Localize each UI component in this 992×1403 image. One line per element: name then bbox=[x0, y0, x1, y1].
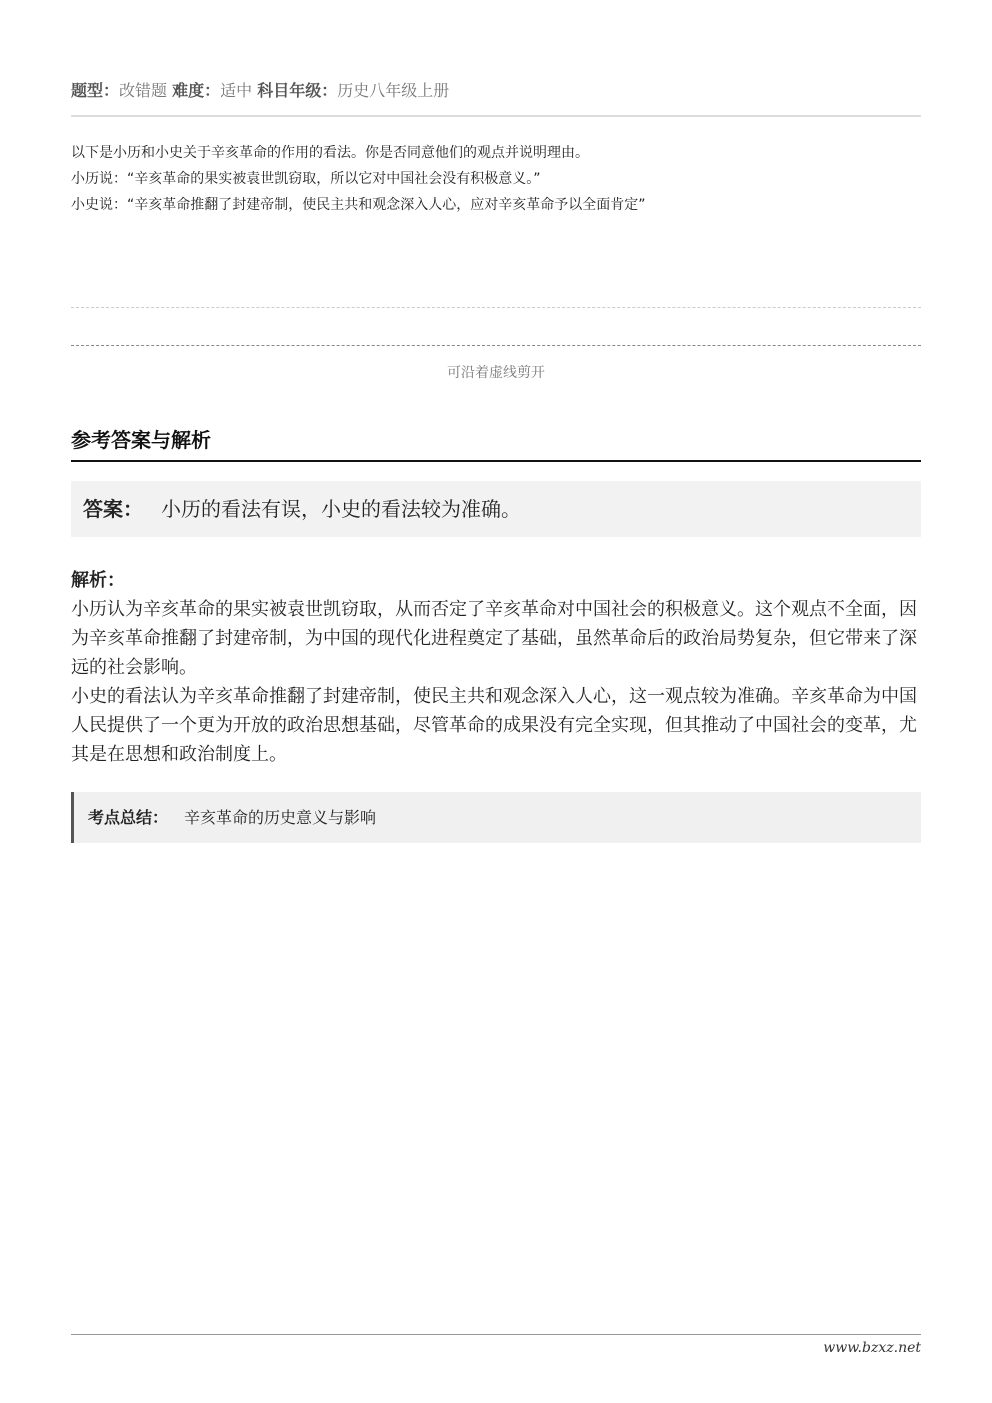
question-line: 小史说：“辛亥革命推翻了封建帝制，使民主共和观念深入人心，应对辛亥革命予以全面肯定” bbox=[71, 197, 646, 213]
footer-divider bbox=[71, 1334, 921, 1335]
analysis-label: 解析： bbox=[71, 570, 125, 591]
question-line: 以下是小历和小史关于辛亥革命的作用的看法。你是否同意他们的观点并说明理由。 bbox=[71, 145, 589, 161]
subject-value: 历史八年级上册 bbox=[337, 81, 450, 100]
type-value: 改错题 bbox=[119, 81, 168, 100]
dashed-line bbox=[71, 307, 921, 308]
subject-label: 科目年级： bbox=[257, 81, 338, 100]
summary-label: 考点总结： bbox=[88, 808, 169, 827]
section-title: 参考答案与解析 bbox=[71, 428, 211, 452]
question-text bbox=[71, 140, 921, 218]
analysis-paragraph: 小史的看法认为辛亥革命推翻了封建帝制，使民主共和观念深入人心，这一观点较为准确。辛亥革命为中国人民提供了一个更为开放的政治思想基础，尽管革命的成果没有完全实现，但其推动了中国社会的变革，尤其是在思想和政治制度上。 bbox=[71, 686, 917, 765]
question-line: 小历说：“辛亥革命的果实被袁世凯窃取，所以它对中国社会没有积极意义。” bbox=[71, 171, 541, 187]
cut-hint: 可沿着虚线剪开 bbox=[447, 365, 545, 381]
summary-box bbox=[71, 792, 921, 843]
analysis bbox=[71, 566, 921, 769]
difficulty-label: 难度： bbox=[172, 81, 221, 100]
answer-box bbox=[71, 481, 921, 537]
difficulty-value: 适中 bbox=[220, 81, 253, 100]
divider bbox=[71, 115, 921, 117]
title-underline bbox=[71, 460, 921, 462]
question-meta bbox=[71, 78, 921, 101]
cut-line bbox=[71, 345, 921, 346]
summary-text: 辛亥革命的历史意义与影响 bbox=[184, 808, 377, 827]
footer-url: www.bzxz.net bbox=[823, 1340, 921, 1356]
analysis-paragraph: 小历认为辛亥革命的果实被袁世凯窃取，从而否定了辛亥革命对中国社会的积极意义。这个观点不全面，因为辛亥革命推翻了封建帝制，为中国的现代化进程奠定了基础，虽然革命后的政治局势复杂，但它带来了深远的社会影响。 bbox=[71, 599, 917, 678]
type-label: 题型： bbox=[71, 81, 120, 100]
answer-label: 答案： bbox=[83, 497, 143, 521]
answer-text: 小历的看法有误，小史的看法较为准确。 bbox=[161, 497, 521, 521]
